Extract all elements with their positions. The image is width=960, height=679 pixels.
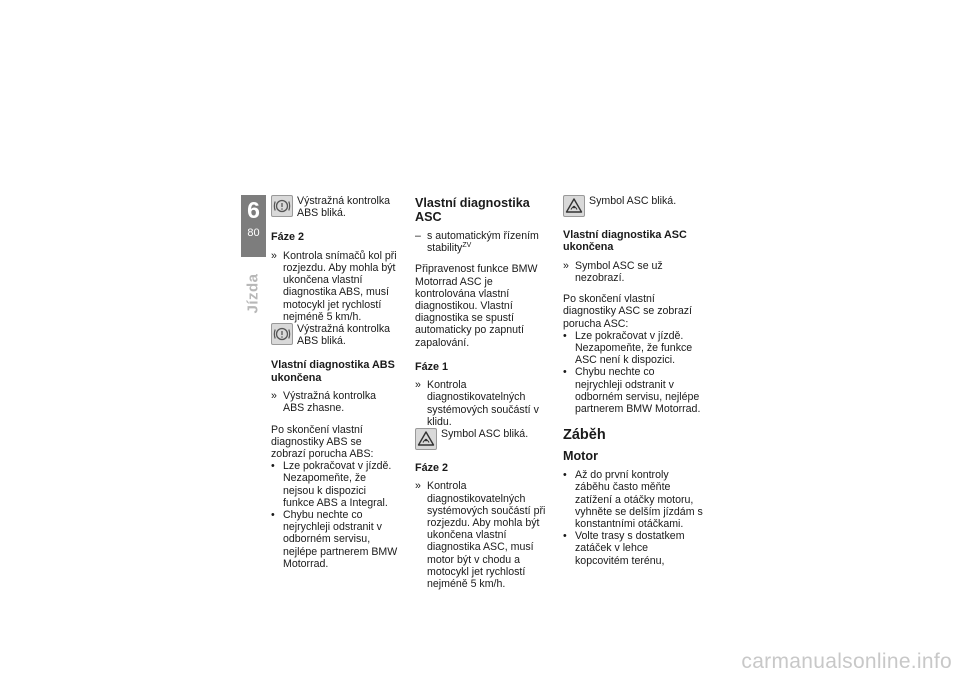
arrow-marker: » — [271, 390, 277, 403]
abs-warning-row-2 — [271, 323, 399, 347]
column-2 — [415, 196, 549, 590]
asc-blink-row-2 — [563, 195, 703, 217]
bullet-marker: • — [563, 329, 567, 342]
asc-ready-text: Připravenost funkce BMW Motorrad ASC je kontrolována vlastní diagnostikou. Vlastní diagnostika se spustí automaticky po zapnutí zapalování. — [415, 263, 538, 349]
list-item: » Kontrola diagnostikovatelných systémových součástí v klidu. — [415, 379, 539, 428]
column-1 — [271, 195, 399, 570]
list-item: • Chybu nechte co nejrychleji odstranit v odborném servisu, nejlépe partnerem BMW Motorrad. — [563, 366, 701, 416]
bullet-marker: • — [563, 469, 567, 482]
option-superscript: ZV — [462, 242, 472, 250]
asc-done-heading: Vlastní diagnostika ASC ukončena — [563, 229, 687, 254]
asc-blink-row-1 — [415, 428, 549, 450]
asc-diagnostics-heading: Vlastní diagnostika ASC — [415, 196, 530, 224]
phase2-heading-asc: Fáze 2 — [415, 462, 449, 475]
section-label-text: Jízda — [244, 273, 262, 314]
asc-warning-triangle-icon — [563, 195, 585, 217]
abs-warning-light-icon — [271, 323, 293, 345]
bullet-marker: • — [271, 509, 275, 522]
list-item: » Výstražná kontrolka ABS zhasne. — [271, 390, 377, 415]
list-item: • Volte trasy s dostatkem zatáček v lehce kopcovitém terénu, — [563, 530, 685, 567]
asc-blink-text-2: Symbol ASC bliká. — [589, 195, 677, 207]
abs-warning-text-2: Výstražná kontrolka ABS bliká. — [297, 323, 391, 348]
asc-fault-intro: Po skončení vlastní diagnostiky ASC se zobrazí porucha ASC: — [563, 293, 692, 330]
arrow-marker: » — [415, 379, 421, 392]
asc-warning-triangle-icon — [415, 428, 437, 450]
abs-done-heading: Vlastní diagnostika ABS ukončena — [271, 359, 395, 384]
phase1-heading-asc: Fáze 1 — [415, 360, 449, 373]
bullet-marker: • — [563, 366, 567, 379]
abs-warning-light-icon — [271, 195, 293, 217]
list-item: • Lze pokračovat v jízdě. Nezapomeňte, že funkce ASC není k dispozici. — [563, 329, 693, 367]
list-item: • Chybu nechte co nejrychleji odstranit v odborném servisu, nejlépe partnerem BMW Motorrad. — [271, 509, 398, 570]
list-item: • Až do první kontroly záběhu často měňte zatížení a otáčky motoru, vyhněte se delším jízdám s konstantními otáčkami. — [563, 469, 703, 531]
list-item: » Kontrola snímačů kol při rozjezdu. Aby mohla být ukončena vlastní diagnostika ABS, musí motocykl jet rychlostí nejméně 5 km/h. — [271, 249, 397, 323]
list-item: – s automatickým řízením stability$^{ZV}$ — [415, 230, 539, 255]
phase2-heading-abs: Fáze 2 — [271, 231, 305, 244]
arrow-marker: » — [415, 480, 421, 493]
arrow-marker: » — [563, 259, 569, 272]
chapter-number: 6 — [247, 197, 260, 223]
dash-marker: – — [415, 230, 421, 242]
list-item: » Kontrola diagnostikovatelných systémových součástí při rozjezdu. Aby mohla být ukončena vlastní diagnostika ASC, musí motor být v chodu a motocykl jet rychlostí nejméně 5 km/h. — [415, 480, 546, 591]
arrow-marker: » — [271, 249, 277, 262]
asc-blink-text-1: Symbol ASC bliká. — [441, 428, 529, 441]
watermark-text: carmanualsonline.info — [741, 650, 952, 673]
engine-subheading: Motor — [563, 449, 598, 464]
abs-warning-row-1 — [271, 195, 399, 219]
abs-warning-text-1: Výstražná kontrolka ABS bliká. — [297, 195, 391, 220]
column-3 — [563, 195, 703, 567]
break-in-heading: Záběh — [563, 427, 606, 444]
page-number: 80 — [247, 227, 260, 239]
abs-fault-intro: Po skončení vlastní diagnostiky ABS se zobrazí porucha ABS: — [271, 423, 374, 461]
bullet-marker: • — [271, 460, 275, 473]
bullet-marker: • — [563, 530, 567, 543]
list-item: » Symbol ASC se už nezobrazí. — [563, 259, 663, 285]
list-item: • Lze pokračovat v jízdě. Nezapomeňte, že nejsou k dispozici funkce ABS a Integral. — [271, 460, 392, 509]
